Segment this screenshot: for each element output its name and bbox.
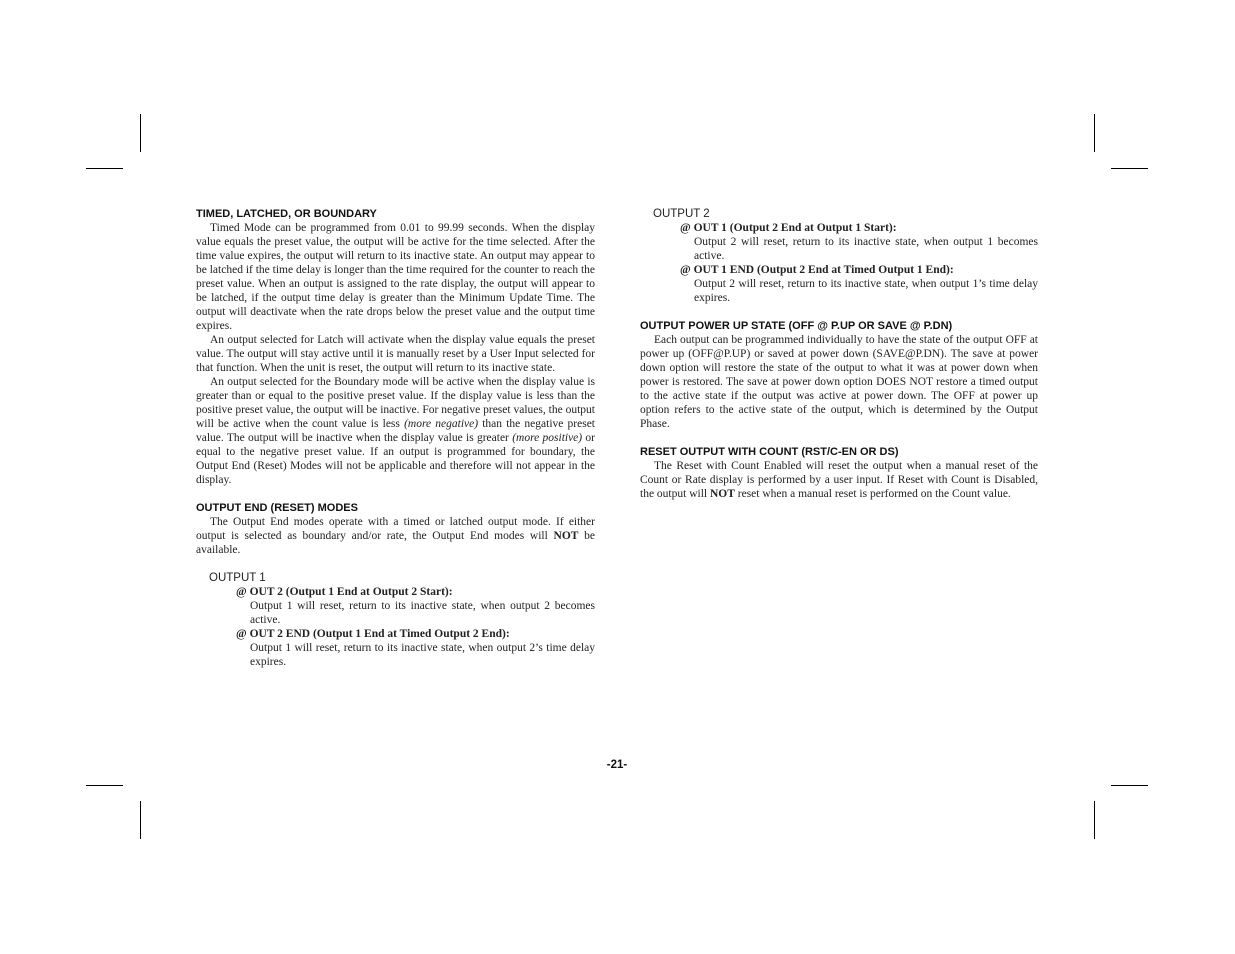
right-column bbox=[640, 207, 1038, 501]
left-column bbox=[196, 207, 595, 669]
output-1-item-out2-end-body: Output 1 will reset, return to its inactive state, when output 2’s time delay expires. bbox=[250, 642, 595, 668]
boundary-text-2: than the negative preset value. The output will be inactive when the display value is greater bbox=[196, 418, 596, 444]
output-2-item-out1-end-title: @ OUT 1 END (Output 2 End at Timed Output 1 End): bbox=[680, 264, 954, 276]
output-2-item-out1-title: @ OUT 1 (Output 2 End at Output 1 Start): bbox=[680, 222, 897, 234]
boundary-emphasis-more-negative: (more negative) bbox=[404, 418, 479, 430]
crop-mark-bottom-right-vertical bbox=[1094, 801, 1095, 839]
section-heading-output-end-modes: OUTPUT END (RESET) MODES bbox=[196, 502, 358, 514]
boundary-emphasis-more-positive: (more positive) bbox=[512, 432, 583, 444]
boundary-text-3: or equal to the negative preset value. If an output is programmed for boundary, the Output End (Reset) Modes will not be applicable and therefore will not appear in the display. bbox=[196, 432, 595, 486]
reset-count-text-2: reset when a manual reset is performed on the Count value. bbox=[734, 488, 1011, 500]
crop-mark-bottom-left-vertical bbox=[140, 801, 141, 839]
output-1-item-out2-title: @ OUT 2 (Output 1 End at Output 2 Start): bbox=[236, 586, 453, 598]
output-2-item-out1-end bbox=[640, 263, 1038, 305]
reset-count-emphasis-not: NOT bbox=[709, 488, 735, 500]
paragraph-power-up-state: Each output can be programmed individually to have the state of the output OFF at power up (OFF@P.UP) or saved at power down (SAVE@P.DN). The save at power down option will restore the state of the output to what it was at power down when power is restored. The save at power down option DOES NOT restore a timed output to the active state if the output was active at power down. The OFF at power up option refers to the active state of the output, which is determined by the Output Phase. bbox=[640, 334, 1038, 430]
output-1-item-out2-end bbox=[196, 627, 595, 669]
section-spacer bbox=[196, 487, 595, 501]
crop-mark-top-right-horizontal bbox=[1111, 168, 1148, 169]
crop-mark-top-right-vertical bbox=[1094, 114, 1095, 152]
crop-mark-bottom-left-horizontal bbox=[86, 785, 123, 786]
page-number: -21- bbox=[606, 759, 628, 771]
output-2-item-out1 bbox=[640, 221, 1038, 263]
paragraph-boundary-mode bbox=[196, 375, 595, 487]
output-end-text-2: be available. bbox=[196, 530, 595, 556]
section-spacer bbox=[640, 305, 1038, 319]
output-2-item-out1-body: Output 2 will reset, return to its inactive state, when output 1 becomes active. bbox=[694, 236, 1038, 262]
section-heading-timed-latched-boundary: TIMED, LATCHED, OR BOUNDARY bbox=[196, 208, 377, 220]
paragraph-latch-mode: An output selected for Latch will activate when the display value equals the preset value. The output will stay active until it is manually reset by a User Input selected for that function. When the unit is reset, the output will return to its inactive state. bbox=[196, 334, 595, 374]
paragraph-timed-mode: Timed Mode can be programmed from 0.01 to 99.99 seconds. When the display value equals the preset value, the output will be active for the time selected. After the time value expires, the output will return to its inactive state. An output may appear to be latched if the time delay is longer than the time required for the counter to reach the preset value. When an output is assigned to the rate display, the output will appear to be latched, if the output time delay is greater than the Minimum Update Time. The output will deactivate when the rate drops below the preset value and the output time expires. bbox=[196, 222, 595, 332]
output-end-emphasis-not: NOT bbox=[553, 530, 579, 542]
paragraph-reset-with-count bbox=[640, 459, 1038, 501]
sub-heading-output-2: OUTPUT 2 bbox=[653, 208, 710, 220]
output-1-item-out2 bbox=[196, 585, 595, 627]
output-end-text-1: The Output End modes operate with a timed or latched output mode. If either output is selected as boundary and/or rate, the Output End modes will bbox=[196, 516, 595, 542]
output-1-item-out2-body: Output 1 will reset, return to its inactive state, when output 2 becomes active. bbox=[250, 600, 595, 626]
crop-mark-top-left-vertical bbox=[140, 114, 141, 152]
output-2-item-out1-end-body: Output 2 will reset, return to its inactive state, when output 1’s time delay expires. bbox=[694, 278, 1038, 304]
boundary-text-1: An output selected for the Boundary mode will be active when the display value is greater than or equal to the positive preset value. If the display value is less than the positive preset value, the output will be inactive. For negative preset values, the output will be active when the count value is less bbox=[196, 376, 595, 430]
paragraph-output-end-modes bbox=[196, 515, 595, 557]
section-heading-power-up-state: OUTPUT POWER UP STATE (OFF @ P.UP OR SAVE @ P.DN) bbox=[640, 320, 953, 332]
section-spacer bbox=[640, 431, 1038, 445]
section-heading-reset-with-count: RESET OUTPUT WITH COUNT (RST/C-EN OR DS) bbox=[640, 446, 899, 458]
crop-mark-top-left-horizontal bbox=[86, 168, 123, 169]
crop-mark-bottom-right-horizontal bbox=[1111, 785, 1148, 786]
output-1-item-out2-end-title: @ OUT 2 END (Output 1 End at Timed Output 2 End): bbox=[236, 628, 510, 640]
reset-count-text-1: The Reset with Count Enabled will reset the output when a manual reset of the Count or Rate display is performed by a user input. If Reset with Count is Disabled, the output will bbox=[640, 460, 1038, 500]
sub-heading-output-1: OUTPUT 1 bbox=[209, 572, 266, 584]
